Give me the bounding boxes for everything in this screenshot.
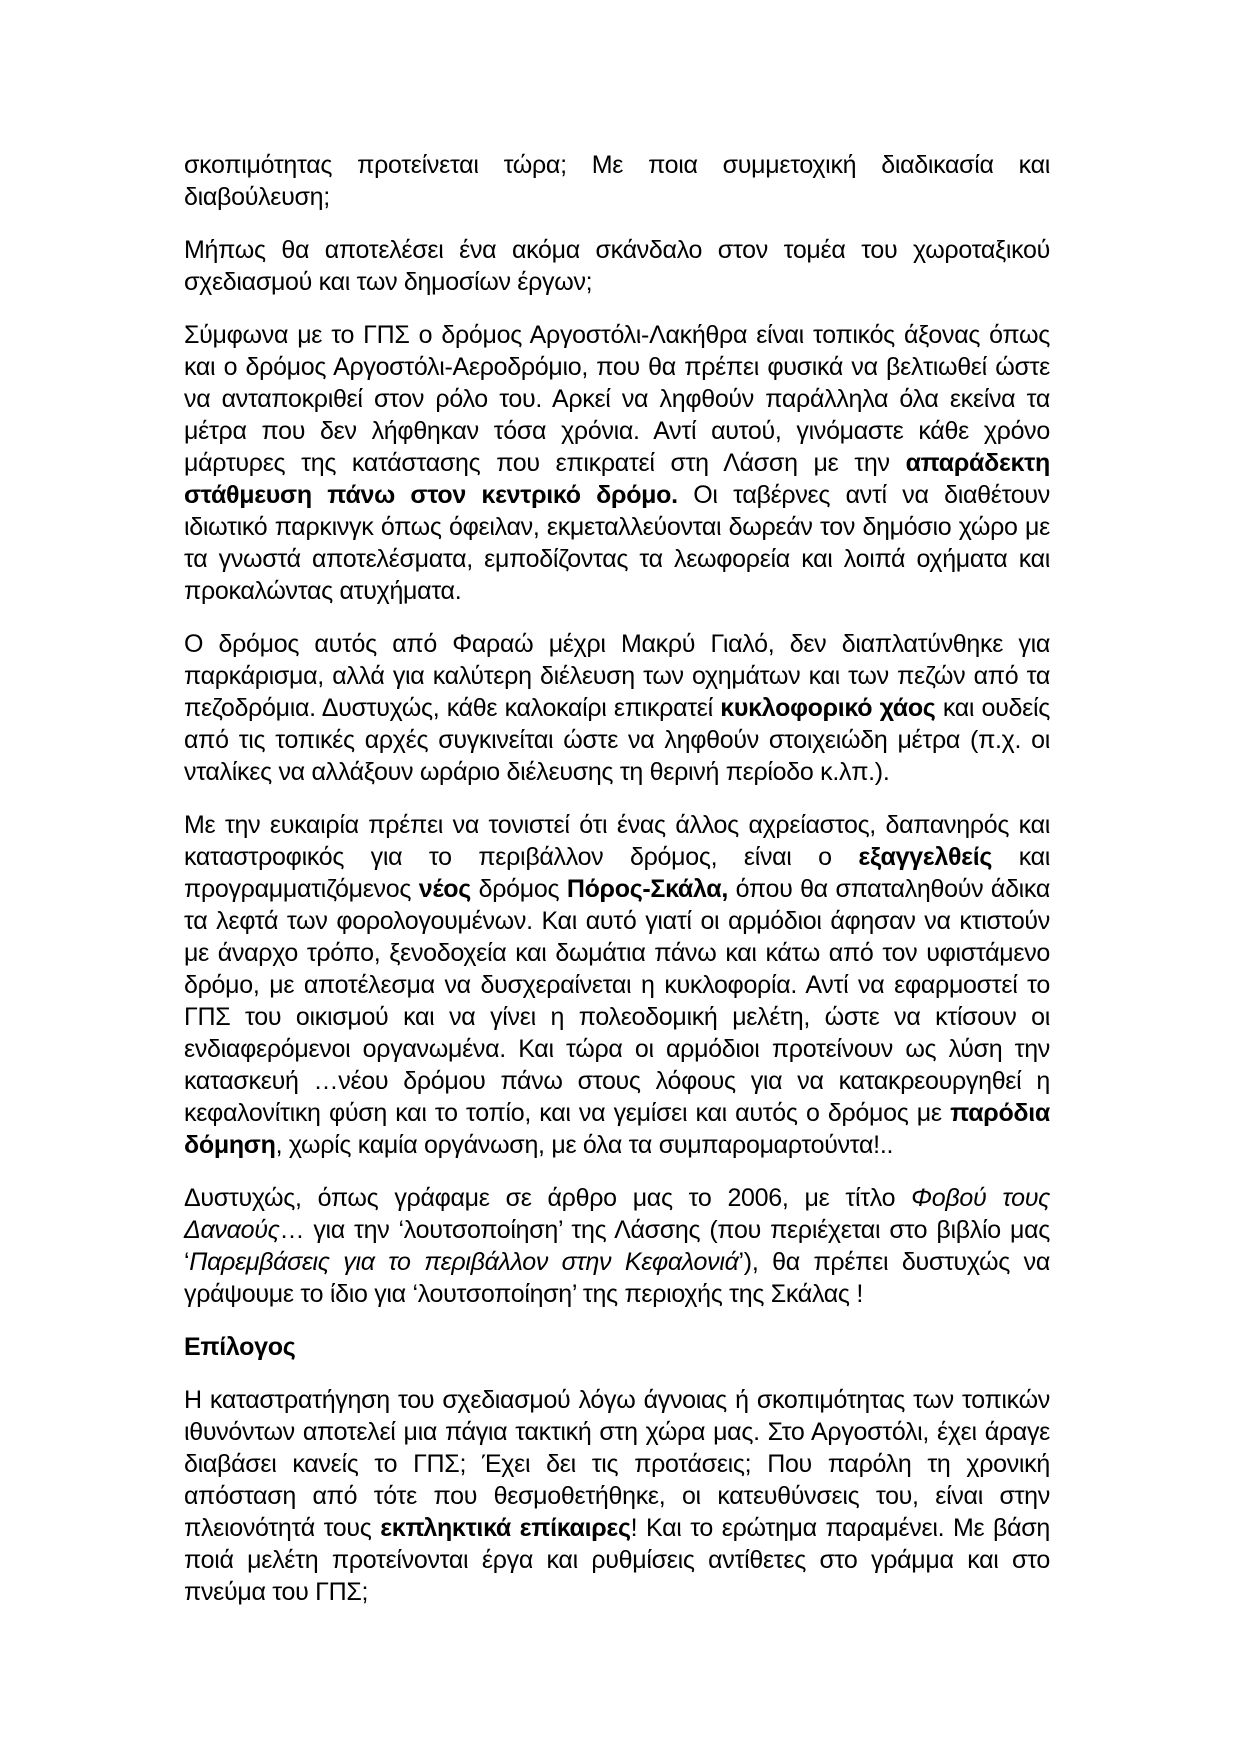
text-run: όπου θα σπαταληθούν άδικα τα λεφτά των φορολογουμένων. Και αυτό γιατί οι αρμόδιοι άφησαν να κτιστούν με άναρχο τρόπο, ξενοδοχεία και δωμάτια πάνω και κάτω από τον υφιστάμενο δρόμο, με αποτέλεσμα να δυσχεραίνεται η κυκλοφορία. Αντί να εφαρμοστεί το ΓΠΣ του οικισμού και να γίνει η πολεοδομική μελέτη, ώστε να κτίσουν οι ενδιαφερόμενοι οργανωμένα. Και τώρα οι αρμόδιοι προτείνουν ως λύση την κατασκευή …νέου δρόμου πάνω στους λόφους για να κατακρεουργηθεί η κεφαλονίτικη φύση και το τοπίο, και να γεμίσει και αυτός ο δρόμος με (184, 875, 1050, 1127)
paragraph-8 (184, 1384, 1050, 1608)
text-run: και προγραμματιζόμενος (184, 843, 1050, 903)
text-run: ’), θα πρέπει δυστυχώς να γράψουμε το ίδιο για ‘λουτσοποίηση’ της περιοχής της Σκάλας ! (184, 1248, 1050, 1308)
paragraph-4 (184, 628, 1050, 788)
text-run: Ο δρόμος αυτός από Φαραώ μέχρι Μακρύ Γιαλό, δεν διαπλατύνθηκε για παρκάρισμα, αλλά για καλύτερη διέλευση των οχημάτων και των πεζών από τα πεζοδρόμια. Δυστυχώς, κάθε καλοκαίρι επικρατεί (184, 630, 1050, 722)
text-run: Μήπως θα αποτελέσει ένα ακόμα σκάνδαλο στον τομέα του χωροταξικού σχεδιασμού και των δημοσίων έργων; (184, 236, 1050, 296)
text-run: … για την ‘λουτσοποίηση’ της Λάσσης (που περιέχεται στο βιβλίο μας ‘ (184, 1216, 1050, 1276)
text-run: Οι ταβέρνες αντί να διαθέτουν ιδιωτικό παρκινγκ όπως όφειλαν, εκμεταλλεύονται δωρεάν τον δημόσιο χώρο με τα γνωστά αποτελέσματα, εμποδίζοντας τα λεωφορεία και λοιπά οχήματα και προκαλώντας ατυχήματα. (184, 481, 1050, 605)
text-run: και ουδείς από τις τοπικές αρχές συγκινείται ώστε να ληφθούν στοιχειώδη μέτρα (π.χ. οι νταλίκες να αλλάξουν ωράριο διέλευσης τη θερινή περίοδο κ.λπ.). (184, 694, 1050, 786)
text-run: δρόμος (470, 875, 567, 903)
bold-text-run: Επίλογος (184, 1333, 296, 1361)
bold-text-run: Πόρος-Σκάλα, (566, 875, 729, 903)
paragraph-6 (184, 1182, 1050, 1310)
text-run: , χωρίς καμία οργάνωση, με όλα τα συμπαρομαρτούντα!.. (275, 1131, 894, 1159)
bold-text-run: εξαγγελθείς (858, 843, 993, 871)
bold-text-run: νέος (418, 875, 471, 903)
paragraph-3 (184, 319, 1050, 607)
paragraph-1 (184, 149, 1050, 213)
text-run: Με την ευκαιρία πρέπει να τονιστεί ότι ένας άλλος αχρείαστος, δαπανηρός και καταστροφικός για το περιβάλλον δρόμος, είναι ο (184, 811, 1050, 871)
paragraph-5 (184, 809, 1050, 1161)
text-run: Δυστυχώς, όπως γράφαμε σε άρθρο μας το 2006, με τίτλο (184, 1184, 912, 1212)
paragraph-2 (184, 234, 1050, 298)
text-run: σκοπιμότητας προτείνεται τώρα; Με ποια συμμετοχική διαδικασία και διαβούλευση; (184, 151, 1050, 211)
bold-text-run: παρόδια δόμηση (184, 1099, 1050, 1159)
italic-text-run: Παρεμβάσεις για το περιβάλλον στην Κεφαλονιά (189, 1248, 739, 1276)
text-run: ! Και το ερώτημα παραμένει. Με βάση ποιά μελέτη προτείνονται έργα και ρυθμίσεις αντίθετες στο γράμμα και στο πνεύμα του ΓΠΣ; (184, 1514, 1051, 1606)
document-body (184, 149, 1050, 1608)
section-heading (184, 1331, 1050, 1363)
bold-text-run: εκπληκτικά επίκαιρες (380, 1514, 631, 1542)
italic-text-run: Φοβού τους Δαναούς (184, 1184, 1050, 1244)
bold-text-run: κυκλοφορικό χάος (720, 694, 936, 722)
text-run: Σύμφωνα με το ΓΠΣ ο δρόμος Αργοστόλι-Λακήθρα είναι τοπικός άξονας όπως και ο δρόμος Αργοστόλι-Αεροδρόμιο, που θα πρέπει φυσικά να βελτιωθεί ώστε να ανταποκριθεί στον ρόλο του. Αρκεί να ληφθούν παράλληλα όλα εκείνα τα μέτρα που δεν λήφθηκαν τόσα χρόνια. Αντί αυτού, γινόμαστε κάθε χρόνο μάρτυρες της κατάστασης που επικρατεί στη Λάσση με την (184, 321, 1050, 477)
text-run: Η καταστρατήγηση του σχεδιασμού λόγω άγνοιας ή σκοπιμότητας των τοπικών ιθυνόντων αποτελεί μια πάγια τακτική στη χώρα μας. Στο Αργοστόλι, έχει άραγε διαβάσει κανείς το ΓΠΣ; Έχει δει τις προτάσεις; Που παρόλη τη χρονική απόσταση από τότε που θεσμοθετήθηκε, οι κατευθύνσεις του, είναι στην πλειονότητά τους (184, 1386, 1050, 1542)
bold-text-run: απαράδεκτη στάθμευση πάνω στον κεντρικό δρόμο. (184, 449, 1050, 509)
